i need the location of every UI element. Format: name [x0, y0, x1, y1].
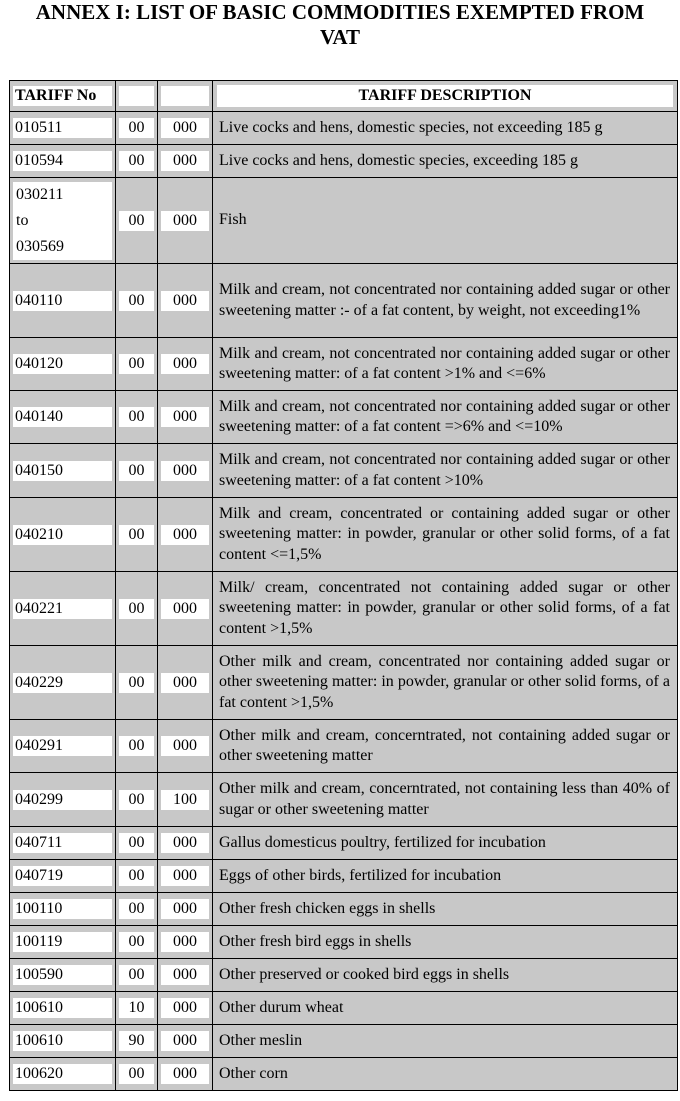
table-row	[10, 444, 678, 498]
description-cell	[213, 264, 678, 338]
table-row	[10, 572, 678, 646]
tariff-description: Milk and cream, not concentrated nor containing added sugar or other sweetening matter: of a fat content =>6% and <=10%	[219, 397, 670, 435]
code2-cell	[158, 720, 213, 773]
description-cell	[213, 178, 678, 264]
code1-cell	[116, 145, 158, 178]
tariff-no: 010594	[13, 151, 112, 171]
description-cell	[213, 145, 678, 178]
tariff-description: Other fresh chicken eggs in shells	[219, 899, 436, 917]
table-row	[10, 145, 678, 178]
header-code1-blank	[119, 86, 154, 106]
code2-cell	[158, 926, 213, 959]
tariff-no: 040711	[13, 833, 112, 853]
tariff-no-cell	[10, 264, 116, 338]
table-row	[10, 1058, 678, 1091]
tariff-description: Other durum wheat	[219, 998, 344, 1016]
table-row	[10, 773, 678, 827]
tariff-no-cell	[10, 720, 116, 773]
tariff-no: 100610	[13, 1031, 112, 1051]
header-tariff-no	[10, 81, 116, 112]
tariff-description: Milk and cream, concentrated or containing added sugar or other sweetening matter: in powder, granular or other solid forms, of a fat content <=1,5%	[219, 504, 670, 563]
tariff-description: Other corn	[219, 1064, 288, 1082]
description-cell	[213, 646, 678, 720]
description-cell	[213, 773, 678, 827]
header-tariff-no-label: TARIFF No	[13, 86, 112, 106]
description-cell	[213, 112, 678, 145]
code2-cell	[158, 773, 213, 827]
header-description-label: TARIFF DESCRIPTION	[217, 85, 673, 107]
code1: 00	[119, 407, 154, 427]
code2-cell	[158, 1025, 213, 1058]
table-row	[10, 264, 678, 338]
tariff-no-cell	[10, 391, 116, 444]
table-row	[10, 1025, 678, 1058]
table-row	[10, 959, 678, 992]
code2: 100	[161, 790, 209, 810]
code1: 00	[119, 151, 154, 171]
tariff-no-cell	[10, 178, 116, 264]
table-row	[10, 827, 678, 860]
tariff-no: 040110	[13, 291, 112, 311]
code2: 000	[161, 354, 209, 374]
description-cell	[213, 498, 678, 572]
code2: 000	[161, 965, 209, 985]
tariff-no: 040210	[13, 525, 112, 545]
tariff-no: 040299	[13, 790, 112, 810]
code2: 000	[161, 461, 209, 481]
tariff-description: Fish	[219, 211, 247, 229]
tariff-no: 040229	[13, 673, 112, 693]
code1-cell	[116, 178, 158, 264]
description-cell	[213, 391, 678, 444]
tariff-no: 040120	[13, 354, 112, 374]
tariff-no-cell	[10, 498, 116, 572]
tariff-no: 100620	[13, 1064, 112, 1084]
code2: 000	[161, 407, 209, 427]
code2: 000	[161, 866, 209, 886]
code2: 000	[161, 151, 209, 171]
tariff-description: Other meslin	[219, 1031, 303, 1049]
tariff-description: Milk and cream, not concentrated nor containing added sugar or other sweetening matter: of a fat content >10%	[219, 451, 670, 489]
code1-cell	[116, 572, 158, 646]
code2: 000	[161, 599, 209, 619]
code2: 000	[161, 899, 209, 919]
code2-cell	[158, 827, 213, 860]
table-header-row	[10, 81, 678, 112]
code2: 000	[161, 118, 209, 138]
table-row	[10, 338, 678, 391]
code1-cell	[116, 827, 158, 860]
code1: 00	[119, 599, 154, 619]
table-row	[10, 893, 678, 926]
tariff-no-cell	[10, 646, 116, 720]
table-row	[10, 498, 678, 572]
code1: 90	[119, 1031, 154, 1051]
tariff-description: Other fresh bird eggs in shells	[219, 932, 412, 950]
tariff-no-cell	[10, 827, 116, 860]
tariff-no-cell	[10, 1025, 116, 1058]
tariff-description: Other milk and cream, concentrated nor containing added sugar or other sweetening matter: in powder, granular or other solid forms, of a fat content >1,5%	[219, 652, 670, 711]
tariff-no: 040140	[13, 407, 112, 427]
code1: 00	[119, 673, 154, 693]
description-cell	[213, 572, 678, 646]
table-row	[10, 720, 678, 773]
description-cell	[213, 992, 678, 1025]
tariff-no: 040150	[13, 461, 112, 481]
tariff-no-cell	[10, 338, 116, 391]
code1: 00	[119, 525, 154, 545]
tariff-description: Milk/ cream, concentrated not containing added sugar or other sweetening matter: in powder, granular or other solid forms, of a fat content >1,5%	[219, 578, 670, 637]
code1: 00	[119, 461, 154, 481]
code2-cell	[158, 391, 213, 444]
tariff-no-cell	[10, 572, 116, 646]
code2-cell	[158, 264, 213, 338]
description-cell	[213, 827, 678, 860]
code1-cell	[116, 773, 158, 827]
code2: 000	[161, 291, 209, 311]
code1: 10	[119, 998, 154, 1018]
code1-cell	[116, 720, 158, 773]
description-cell	[213, 338, 678, 391]
description-cell	[213, 926, 678, 959]
document-title	[0, 0, 680, 50]
code2: 000	[161, 211, 209, 231]
code1: 00	[119, 118, 154, 138]
header-code2	[158, 81, 213, 112]
tariff-no-cell	[10, 773, 116, 827]
header-code2-blank	[161, 86, 209, 106]
code2-cell	[158, 893, 213, 926]
tariff-no-range-line: 030211	[16, 185, 64, 203]
code2-cell	[158, 444, 213, 498]
code2-cell	[158, 338, 213, 391]
commodities-table	[9, 80, 678, 1091]
code1-cell	[116, 338, 158, 391]
tariff-description: Other milk and cream, concerntrated, not containing less than 40% of sugar or other sweetening matter	[219, 780, 670, 818]
tariff-description: Gallus domesticus poultry, fertilized for incubation	[219, 833, 546, 851]
tariff-no: 100610	[13, 998, 112, 1018]
code1-cell	[116, 926, 158, 959]
tariff-no-cell	[10, 860, 116, 893]
code2-cell	[158, 860, 213, 893]
table-row	[10, 992, 678, 1025]
tariff-no-cell	[10, 1058, 116, 1091]
header-code1	[116, 81, 158, 112]
code2: 000	[161, 736, 209, 756]
tariff-no-range	[13, 182, 112, 260]
description-cell	[213, 860, 678, 893]
code2: 000	[161, 998, 209, 1018]
tariff-no: 040291	[13, 736, 112, 756]
tariff-no-cell	[10, 444, 116, 498]
code2: 000	[161, 673, 209, 693]
code1-cell	[116, 1058, 158, 1091]
tariff-description: Milk and cream, not concentrated nor containing added sugar or other sweetening matter: of a fat content >1% and <=6%	[219, 344, 670, 382]
tariff-no: 100110	[13, 899, 112, 919]
code2-cell	[158, 992, 213, 1025]
table-row	[10, 860, 678, 893]
code1: 00	[119, 354, 154, 374]
tariff-description: Live cocks and hens, domestic species, not exceeding 185 g	[219, 118, 603, 136]
code1: 00	[119, 736, 154, 756]
code2: 000	[161, 1064, 209, 1084]
tariff-no-range-line: 030569	[16, 237, 64, 255]
code2-cell	[158, 646, 213, 720]
code2-cell	[158, 112, 213, 145]
tariff-description: Live cocks and hens, domestic species, exceeding 185 g	[219, 151, 578, 169]
header-description	[213, 81, 678, 112]
code1-cell	[116, 112, 158, 145]
tariff-no: 040221	[13, 599, 112, 619]
description-cell	[213, 1058, 678, 1091]
code1-cell	[116, 498, 158, 572]
code2-cell	[158, 959, 213, 992]
description-cell	[213, 720, 678, 773]
tariff-no-cell	[10, 112, 116, 145]
code1-cell	[116, 391, 158, 444]
code1-cell	[116, 959, 158, 992]
description-cell	[213, 893, 678, 926]
table-row	[10, 178, 678, 264]
code2-cell	[158, 178, 213, 264]
table-row	[10, 391, 678, 444]
code1-cell	[116, 646, 158, 720]
tariff-no: 010511	[13, 118, 112, 138]
table-row	[10, 646, 678, 720]
code2-cell	[158, 145, 213, 178]
tariff-description: Eggs of other birds, fertilized for incubation	[219, 866, 502, 884]
code2: 000	[161, 833, 209, 853]
tariff-no-range-line: to	[16, 211, 29, 229]
code1: 00	[119, 932, 154, 952]
tariff-no: 040719	[13, 866, 112, 886]
tariff-no: 100119	[13, 932, 112, 952]
code1-cell	[116, 893, 158, 926]
tariff-description: Milk and cream, not concentrated nor containing added sugar or other sweetening matter :- of a fat content, by weight, not exceeding1%	[219, 281, 670, 319]
description-cell	[213, 444, 678, 498]
tariff-description: Other preserved or cooked bird eggs in shells	[219, 965, 510, 983]
code1-cell	[116, 444, 158, 498]
tariff-no-range-lines	[15, 182, 65, 260]
tariff-no-cell	[10, 145, 116, 178]
tariff-no-cell	[10, 959, 116, 992]
code1-cell	[116, 264, 158, 338]
tariff-no-cell	[10, 992, 116, 1025]
code2: 000	[161, 1031, 209, 1051]
code1: 00	[119, 1064, 154, 1084]
code2-cell	[158, 572, 213, 646]
code2: 000	[161, 525, 209, 545]
code1: 00	[119, 291, 154, 311]
title-line-1: ANNEX I: LIST OF BASIC COMMODITIES EXEMPTED FROM	[35, 0, 645, 24]
code1: 00	[119, 899, 154, 919]
code2: 000	[161, 932, 209, 952]
tariff-no-cell	[10, 926, 116, 959]
table-row	[10, 926, 678, 959]
code1: 00	[119, 965, 154, 985]
tariff-no: 100590	[13, 965, 112, 985]
code1-cell	[116, 1025, 158, 1058]
code2-cell	[158, 498, 213, 572]
code1-cell	[116, 992, 158, 1025]
code1: 00	[119, 790, 154, 810]
code2-cell	[158, 1058, 213, 1091]
tariff-no-cell	[10, 893, 116, 926]
description-cell	[213, 1025, 678, 1058]
tariff-description: Other milk and cream, concerntrated, not containing added sugar or other sweetening matter	[219, 726, 670, 764]
table-row	[10, 112, 678, 145]
description-cell	[213, 959, 678, 992]
code1: 00	[119, 211, 154, 231]
table-body	[10, 112, 678, 1091]
code1: 00	[119, 833, 154, 853]
code1-cell	[116, 860, 158, 893]
title-line-2: VAT	[319, 25, 361, 49]
code1: 00	[119, 866, 154, 886]
